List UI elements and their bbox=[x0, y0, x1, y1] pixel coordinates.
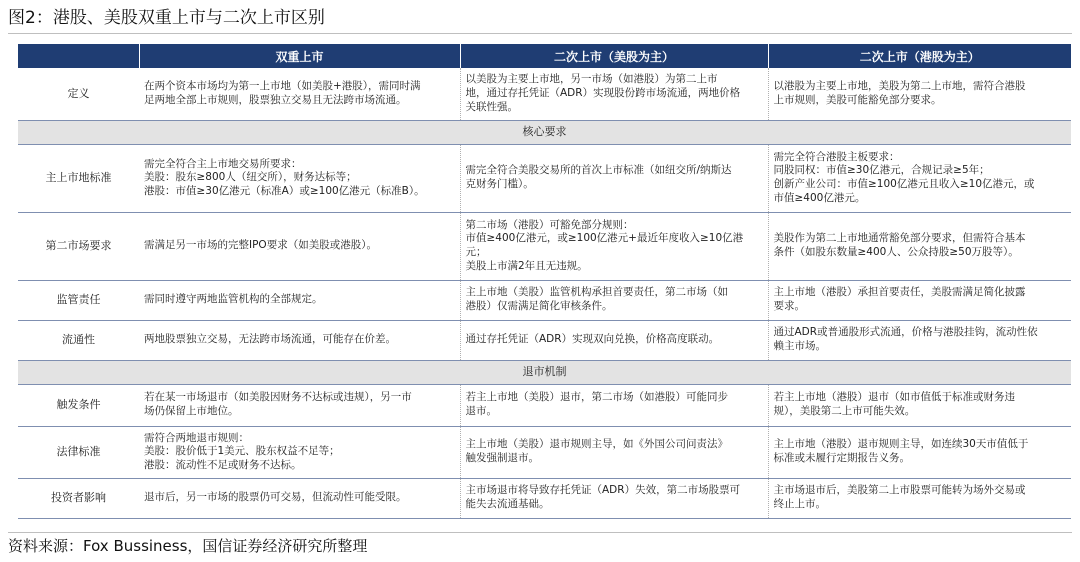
cell-text-line: 主市场退市将导致存托凭证（ADR）失效，第二市场股票可 bbox=[465, 484, 741, 497]
title-divider bbox=[8, 33, 1072, 34]
row-label: 触发条件 bbox=[18, 384, 139, 426]
cell-secondary-us bbox=[460, 384, 768, 426]
cell-text-line: 主市场退市后，美股第二上市股票可能转为场外交易或 bbox=[773, 484, 1026, 497]
cell-dual bbox=[139, 384, 460, 426]
cell-dual bbox=[139, 144, 460, 212]
row-label: 定义 bbox=[18, 68, 139, 120]
cell-secondary-us bbox=[460, 144, 768, 212]
cell-dual bbox=[139, 478, 460, 518]
cell-text-line: 需完全符合港股主板要求： bbox=[773, 150, 900, 163]
cell-text-line: 需满足另一市场的完整IPO要求（如美股或港股）。 bbox=[144, 239, 377, 252]
comparison-table bbox=[18, 44, 1071, 519]
cell-text-line: 若主上市地（美股）退市，第二市场（如港股）可能同步 bbox=[465, 391, 728, 404]
cell-text-line: 终止上市。 bbox=[773, 498, 826, 510]
source-note: 资料来源：Fox Bussiness，国信证券经济研究所整理 bbox=[8, 537, 368, 555]
cell-text-line: 以美股为主要上市地，另一市场（如港股）为第二上市 bbox=[465, 73, 718, 86]
cell-text-line: 美股：股东≥800人（纽交所），财务达标等； bbox=[144, 171, 357, 184]
table-row bbox=[18, 212, 1071, 280]
cell-text-line: 主上市地（港股）承担首要责任，美股需满足简化披露 bbox=[773, 286, 1026, 299]
row-label: 流通性 bbox=[18, 320, 139, 360]
table-row bbox=[18, 144, 1071, 212]
table-row bbox=[18, 280, 1071, 320]
cell-text-line: 克财务门槛）。 bbox=[465, 178, 534, 190]
table-row bbox=[18, 478, 1071, 518]
cell-text-line: 市值≥400亿港元。 bbox=[773, 191, 866, 204]
cell-text-line: 港股）仅需满足简化审核条件。 bbox=[465, 300, 613, 312]
header-dual-listing: 双重上市 bbox=[139, 44, 460, 68]
cell-text-line: 通过ADR或普通股形式流通，价格与港股挂钩，流动性依 bbox=[773, 326, 1038, 339]
cell-text-line: 若主上市地（港股）退市（如市值低于标准或财务违 bbox=[773, 391, 1015, 404]
cell-text-line: 港股：流动性不足或财务不达标。 bbox=[144, 458, 302, 471]
cell-text-line: 需符合两地退市规则： bbox=[144, 431, 249, 444]
cell-text-line: 在两个资本市场均为第一上市地（如美股+港股），需同时满 bbox=[144, 80, 421, 93]
cell-text-line: 上市规则，美股可能豁免部分要求。 bbox=[773, 93, 942, 106]
source-divider bbox=[8, 532, 1072, 533]
cell-secondary-us bbox=[460, 320, 768, 360]
table-row bbox=[18, 426, 1071, 478]
cell-text-line: 条件（如股东数量≥400人、公众持股≥50万股等）。 bbox=[773, 246, 1019, 258]
figure-title: 图2：港股、美股双重上市与二次上市区别 bbox=[8, 8, 325, 28]
cell-dual bbox=[139, 320, 460, 360]
cell-text-line: 美股上市满2年且无违规。 bbox=[465, 259, 588, 272]
section-label: 退市机制 bbox=[18, 360, 1071, 384]
cell-text-line: 场仍保留上市地位。 bbox=[144, 405, 239, 417]
row-label: 监管责任 bbox=[18, 280, 139, 320]
cell-text-line: 美股：股价低于1美元、股东权益不足等； bbox=[144, 445, 340, 458]
cell-secondary-us bbox=[460, 212, 768, 280]
cell-text-line: 同股同权：市值≥30亿港元，合规记录≥5年； bbox=[773, 164, 990, 177]
cell-text-line: 触发强制退市。 bbox=[465, 452, 539, 464]
cell-text-line: 主上市地（美股）退市规则主导，如《外国公司问责法》 bbox=[465, 438, 728, 451]
cell-text-line: 若在某一市场退市（如美股因财务不达标或违规），另一市 bbox=[144, 391, 412, 404]
cell-text-line: 主上市地（美股）监管机构承担首要责任，第二市场（如 bbox=[465, 286, 728, 299]
table-row bbox=[18, 68, 1071, 120]
cell-secondary-hk bbox=[768, 384, 1071, 426]
cell-text-line: 市值≥400亿港元，或≥100亿港元+最近年度收入≥10亿港 bbox=[465, 232, 744, 245]
cell-secondary-us bbox=[460, 68, 768, 120]
cell-text-line: 要求。 bbox=[773, 300, 805, 312]
section-label: 核心要求 bbox=[18, 120, 1071, 144]
cell-text-line: 两地股票独立交易，无法跨市场流通，可能存在价差。 bbox=[144, 333, 396, 346]
section-row-delisting bbox=[18, 360, 1071, 384]
cell-secondary-hk bbox=[768, 144, 1071, 212]
cell-text-line: 创新产业公司：市值≥100亿港元且收入≥10亿港元，或 bbox=[773, 178, 1035, 190]
cell-text-line: 需完全符合主上市地交易所要求： bbox=[144, 157, 302, 170]
cell-text-line: 港股：市值≥30亿港元（标准A）或≥100亿港元（标准B）。 bbox=[144, 184, 425, 197]
header-secondary-us: 二次上市（美股为主） bbox=[460, 44, 768, 68]
cell-secondary-hk bbox=[768, 320, 1071, 360]
cell-text-line: 足两地全部上市规则，股票独立交易且无法跨市场流通。 bbox=[144, 93, 407, 106]
cell-text-line: 关联性强。 bbox=[465, 100, 518, 113]
cell-dual bbox=[139, 426, 460, 478]
cell-secondary-hk bbox=[768, 68, 1071, 120]
table-header-row bbox=[18, 44, 1071, 68]
cell-text-line: 赖主市场。 bbox=[773, 340, 826, 352]
header-secondary-hk: 二次上市（港股为主） bbox=[768, 44, 1071, 68]
cell-text-line: 通过存托凭证（ADR）实现双向兑换，价格高度联动。 bbox=[465, 333, 720, 346]
row-label: 法律标准 bbox=[18, 426, 139, 478]
row-label: 投资者影响 bbox=[18, 478, 139, 518]
cell-secondary-us bbox=[460, 478, 768, 518]
cell-text-line: 主上市地（港股）退市规则主导，如连续30天市值低于 bbox=[773, 438, 1029, 451]
section-row-core bbox=[18, 120, 1071, 144]
cell-dual bbox=[139, 212, 460, 280]
cell-secondary-hk bbox=[768, 280, 1071, 320]
cell-secondary-hk bbox=[768, 212, 1071, 280]
cell-text-line: 标准或未履行定期报告义务。 bbox=[773, 452, 910, 464]
header-blank bbox=[18, 44, 139, 68]
table-row bbox=[18, 320, 1071, 360]
table-row bbox=[18, 384, 1071, 426]
cell-text-line: 规），美股第二上市可能失效。 bbox=[773, 405, 916, 417]
cell-text-line: 退市后，另一市场的股票仍可交易，但流动性可能受限。 bbox=[144, 491, 407, 504]
cell-text-line: 需完全符合美股交易所的首次上市标准（如纽交所/纳斯达 bbox=[465, 164, 732, 177]
cell-secondary-us bbox=[460, 426, 768, 478]
cell-dual bbox=[139, 68, 460, 120]
cell-text-line: 第二市场（港股）可豁免部分规则： bbox=[465, 218, 634, 231]
cell-secondary-hk bbox=[768, 478, 1071, 518]
row-label: 第二市场要求 bbox=[18, 212, 139, 280]
cell-text-line: 能失去流通基础。 bbox=[465, 498, 550, 510]
cell-text-line: 以港股为主要上市地，美股为第二上市地，需符合港股 bbox=[773, 80, 1026, 93]
row-label: 主上市地标准 bbox=[18, 144, 139, 212]
cell-secondary-hk bbox=[768, 426, 1071, 478]
cell-text-line: 元； bbox=[465, 246, 487, 258]
cell-text-line: 美股作为第二上市地通常豁免部分要求，但需符合基本 bbox=[773, 232, 1026, 245]
cell-dual bbox=[139, 280, 460, 320]
cell-text-line: 退市。 bbox=[465, 405, 497, 417]
cell-secondary-us bbox=[460, 280, 768, 320]
cell-text-line: 地，通过存托凭证（ADR）实现股份跨市场流通，两地价格 bbox=[465, 86, 741, 99]
cell-text-line: 需同时遵守两地监管机构的全部规定。 bbox=[144, 293, 323, 306]
